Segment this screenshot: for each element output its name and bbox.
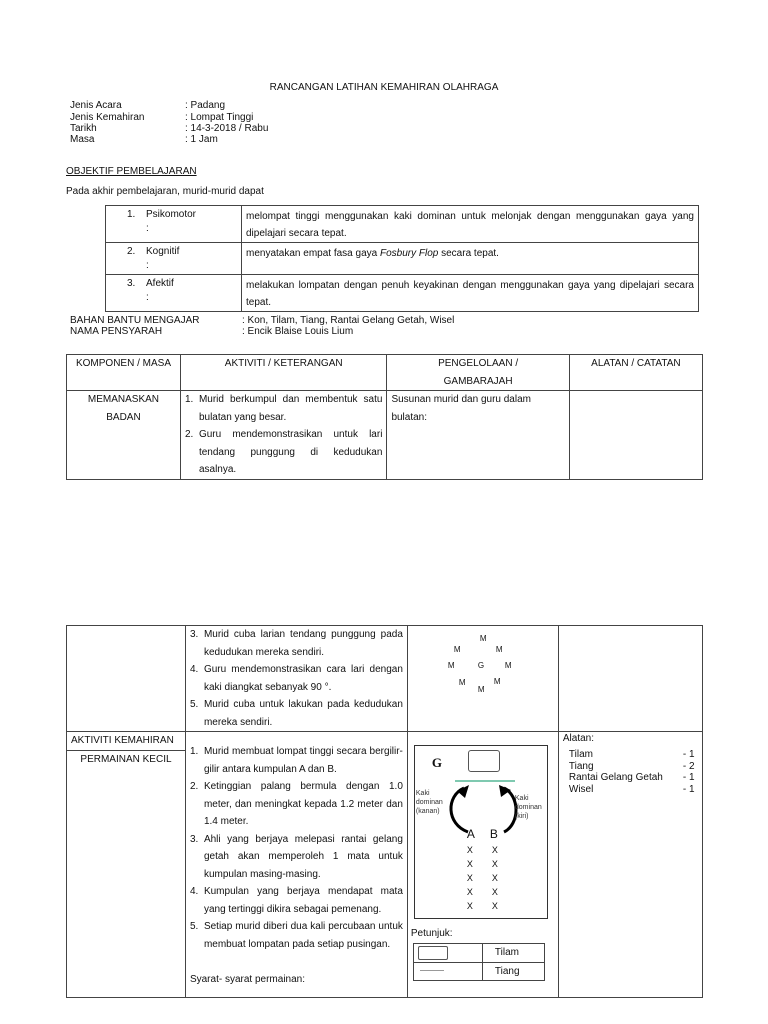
group-a-column: X X X X X — [466, 845, 473, 911]
list-item: 3. Murid cuba larian tendang punggung pada kedudukan mereka sendiri. — [189, 629, 403, 658]
objective-intro: Pada akhir pembelajaran, murid-murid dapat — [66, 186, 264, 197]
list-item: 4. Kumpulan yang berjaya mendapat mata yang tertinggi dikira sebagai pemenang. — [189, 886, 403, 915]
warmup-activities-continued — [185, 626, 407, 732]
note-right: Kaki dominan (kiri) — [514, 795, 542, 820]
component-warmup: MEMANASKAN BADAN — [67, 391, 181, 480]
lesson-table — [66, 354, 703, 480]
equipment-list — [563, 749, 702, 795]
list-item: 2. Guru mendemonstrasikan untuk lari tendang punggung di kedudukan asalnya. — [184, 429, 383, 475]
equipment-cell: Alatan: Tilam - 1 Tiang - 2 Rantai Gelang Getah - 1 Wisel - 1 — [558, 732, 702, 998]
skill-activities — [185, 732, 407, 998]
list-item: Tiang - 2 — [568, 760, 695, 772]
warmup-notes — [569, 391, 702, 480]
group-a-label: A — [466, 827, 475, 841]
objective-row: 2. Kognitif : menyatakan empat fasa gaya Fosbury Flop secara tepat. — [106, 243, 699, 275]
circle-formation-diagram — [407, 626, 558, 732]
group-b-label: B — [489, 827, 498, 841]
component-empty — [67, 626, 186, 732]
objective-text: menyatakan empat fasa gaya Fosbury Flop secara tepat. — [242, 243, 699, 275]
list-item: 2. Ketinggian palang bermula dengan 1.0 meter, dan meningkat kepada 1.2 meter dan 1.4 meter. — [189, 781, 403, 827]
list-item: Wisel - 1 — [568, 783, 695, 795]
teacher-marker: G — [431, 755, 443, 770]
table-row — [67, 732, 703, 998]
objectives-table — [105, 205, 699, 312]
header-alatan: ALATAN / CATATAN — [569, 355, 702, 391]
list-item: 1. Murid berkumpul dan membentuk satu bulatan yang besar. — [184, 394, 383, 423]
high-jump-diagram — [407, 732, 558, 998]
notes-empty — [558, 626, 702, 732]
legend-row-tilam: Tilam — [413, 944, 544, 963]
objective-text: melakukan lompatan dengan penuh keyakinan dengan menggunakan gaya yang dipelajari secara tepat. — [242, 275, 699, 312]
list-item: Rantai Gelang Getah - 1 — [568, 772, 695, 783]
list-item: Tilam - 1 — [568, 749, 695, 760]
header-aktiviti: AKTIVITI / KETERANGAN — [180, 355, 386, 391]
student-marker: M — [504, 661, 512, 670]
table-header-row — [67, 355, 703, 391]
student-marker: M — [453, 645, 461, 654]
objective-text: melompat tinggi menggunakan kaki dominan untuk melonjak dengan menggunakan gaya yang dipelajari secara tepat. — [242, 206, 699, 243]
list-item: 5. Murid cuba untuk lakukan pada kedudukan mereka sendiri. — [189, 699, 403, 728]
objective-heading: OBJEKTIF PEMBELAJARAN — [66, 166, 197, 177]
list-item: 5. Setiap murid diberi dua kali percubaan untuk membuat lompatan pada setiap pusingan. — [189, 921, 403, 950]
teacher-marker: G — [477, 661, 485, 670]
student-marker: M — [458, 678, 466, 687]
objective-row: 3. Afektif : melakukan lompatan dengan penuh keyakinan dengan menggunakan gaya yang dipelajari secara tepat. — [106, 275, 699, 312]
header-komponen: KOMPONEN / MASA — [67, 355, 181, 391]
student-marker: M — [495, 645, 503, 654]
lesson-table-continued — [66, 625, 703, 998]
page-title: RANCANGAN LATIHAN KEMAHIRAN OLAHRAGA — [269, 82, 499, 93]
tilam-icon — [418, 946, 448, 960]
objective-row: 1. Psikomotor : melompat tinggi menggunakan kaki dominan untuk melonjak dengan menggunakan gaya yang dipelajari secara tepat. — [106, 206, 699, 243]
rules-label: Syarat- syarat permainan: — [189, 974, 306, 985]
legend-table — [413, 943, 545, 981]
warmup-activities — [180, 391, 386, 480]
list-item: 4. Guru mendemonstrasikan cara lari dengan kaki diangkat sebanyak 90 °. — [189, 664, 403, 693]
student-marker: M — [477, 685, 485, 694]
table-row — [67, 391, 703, 480]
component-skill: AKTIVITI KEMAHIRAN PERMAINAN KECIL — [67, 732, 186, 998]
student-marker: M — [493, 677, 501, 686]
header-pengelolaan: PENGELOLAAN / GAMBARAJAH — [387, 355, 569, 391]
legend-label: Petunjuk: — [410, 928, 453, 939]
student-marker: M — [447, 661, 455, 670]
mat-icon — [468, 750, 500, 772]
student-marker: M — [479, 634, 487, 643]
group-b-column: X X X X X — [491, 845, 498, 911]
warmup-organisation: Susunan murid dan guru dalam bulatan: — [387, 391, 569, 480]
table-row — [67, 626, 703, 732]
legend-row-tiang: Tiang — [413, 962, 544, 981]
tiang-icon — [420, 970, 444, 971]
list-item: 3. Ahli yang berjaya melepasi rantai gelang getah akan memperoleh 1 mata untuk kumpulan masing-masing. — [189, 833, 403, 880]
list-item: 1. Murid membuat lompat tinggi secara bergilir-gilir antara kumpulan A dan B. — [189, 746, 403, 775]
note-left: Kaki dominan (kanan) — [415, 790, 443, 815]
